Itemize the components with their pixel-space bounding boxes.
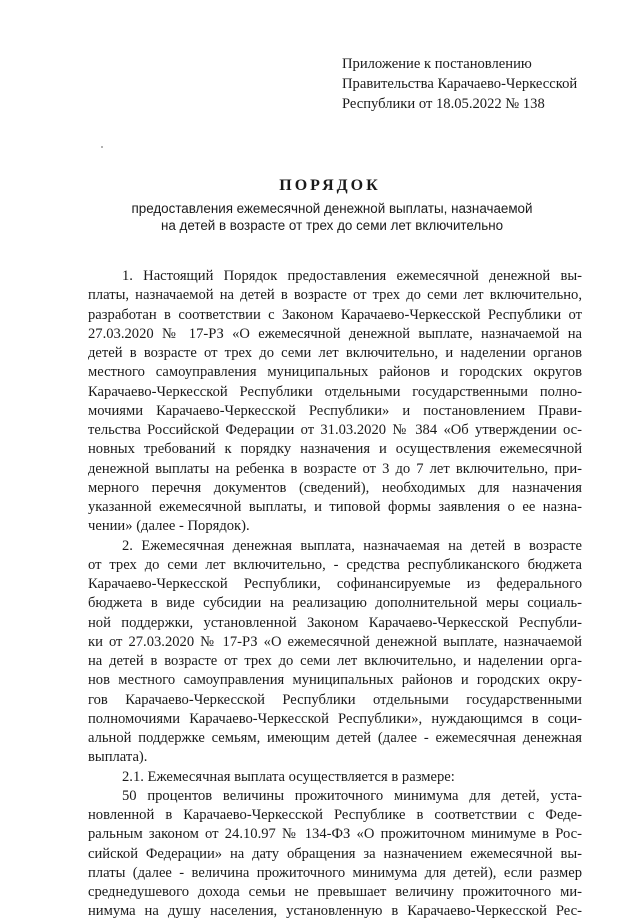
paragraph-3-line: ральным законом от 24.10.97 № 134-ФЗ «О прожиточном минимуме в Рос- — [88, 826, 582, 843]
paragraph-2-line: выплата). — [88, 749, 148, 766]
document-subtitle — [12, 200, 640, 234]
paragraph-1-line: мочиями Карачаево-Черкесской Республики» и постановлением Прави- — [88, 402, 582, 419]
paragraph-3-line: 50 процентов величины прожиточного минимума для детей, уста- — [122, 787, 582, 804]
paragraph-1-line: новных требований к порядку назначения и осуществления ежемесячной — [88, 441, 582, 458]
paragraph-2-line: 2. Ежемесячная денежная выплата, назначаемая на детей в возрасте — [122, 537, 582, 554]
document-body — [88, 267, 582, 922]
annex-line: Правительства Карачаево-Черкесской — [342, 76, 578, 92]
annex-line: Республики от 18.05.2022 № 138 — [342, 96, 545, 112]
subtitle-line: предоставления ежемесячной денежной выплаты, назначаемой — [131, 201, 533, 216]
paragraph-1-line: чении» (далее - Порядок). — [88, 518, 250, 535]
paragraph-1-line: местного самоуправления муниципальных районов и городских округов — [88, 364, 582, 381]
subtitle-line: на детей в возрасте от трех до семи лет включительно — [160, 218, 504, 233]
paragraph-1-line: детей в возрасте от трех до семи лет включительно, и наделении органов — [88, 345, 582, 361]
paragraph-3-line: новленной в Карачаево-Черкесской Республике в соответствии с Феде- — [88, 807, 582, 823]
paragraph-2-1-line: 2.1. Ежемесячная выплата осуществляется в размере: — [122, 768, 455, 785]
paragraph-2-line: на детей в возрасте от трех до семи лет включительно, и наделении орга- — [88, 653, 582, 669]
paragraph-2-line: полномочиями Карачаево-Черкесской Республики», нуждающимся в соци- — [88, 710, 582, 727]
annex-header — [342, 54, 577, 114]
paragraph-1-line: мерного перечня документов (сведений), необходимых для назначения — [88, 479, 582, 496]
paragraph-3-line: сийской Федерации» на дату обращения за назначением ежемесячной вы- — [88, 845, 582, 862]
paragraph-2-line: Карачаево-Черкесской Республики, софинансируемые из федерального — [88, 576, 582, 592]
paragraph-1-line: указанной ежемесячной выплаты, и типовой формы заявления о ее назна- — [88, 499, 582, 515]
paragraph-2-line: гов Карачаево-Черкесской Республики отдельными государственными — [88, 691, 582, 708]
annex-line: Приложение к постановлению — [342, 56, 532, 72]
paragraph-1-line: 27.03.2020 № 17-РЗ «О ежемесячной денежной выплате, назначаемой на — [88, 325, 582, 342]
paragraph-2-line: ной поддержки, установленной Законом Карачаево-Черкесской Республи- — [88, 614, 582, 631]
scan-speck — [101, 146, 103, 148]
paragraph-2-line: нов местного самоуправления муниципальных районов и городских окру- — [88, 672, 582, 689]
paragraph-1-line: 1. Настоящий Порядок предоставления ежемесячной денежной вы- — [122, 268, 582, 284]
paragraph-3-line: платы (далее - величина прожиточного минимума для детей), если размер — [88, 864, 582, 881]
document-title: ПОРЯДОК — [279, 177, 381, 194]
paragraph-2-line: от трех до семи лет включительно, - средства республиканского бюджета — [88, 556, 582, 573]
paragraph-2-line: альной поддержке семьям, имеющим детей (далее - ежемесячная денежная — [88, 730, 582, 746]
paragraph-1-line: тельства Российской Федерации от 31.03.2020 № 384 «Об утверждении ос- — [88, 422, 582, 438]
paragraph-2-line: бюджета в виде субсидии на реализацию дополнительной меры социаль- — [88, 595, 582, 612]
paragraph-1-line: платы, назначаемой на детей в возрасте от трех до семи лет включительно, — [88, 287, 582, 304]
paragraph-3-line: нимума на душу населения, установленную в Карачаево-Черкесской Рес- — [88, 903, 582, 920]
paragraph-1-line: разработан в соответствии с Законом Карачаево-Черкесской Республики от — [88, 306, 582, 323]
paragraph-1-line: Карачаево-Черкесской Республики отдельными государственными полно- — [88, 383, 582, 400]
paragraph-2-line: ки от 27.03.2020 № 17-РЗ «О ежемесячной денежной выплате, назначаемой — [88, 633, 582, 650]
paragraph-3-line: среднедушевого дохода семьи не превышает величину прожиточного ми- — [88, 884, 582, 900]
paragraph-1-line: денежной выплаты на ребенка в возрасте от 3 до 7 лет включительно, при- — [88, 460, 582, 477]
